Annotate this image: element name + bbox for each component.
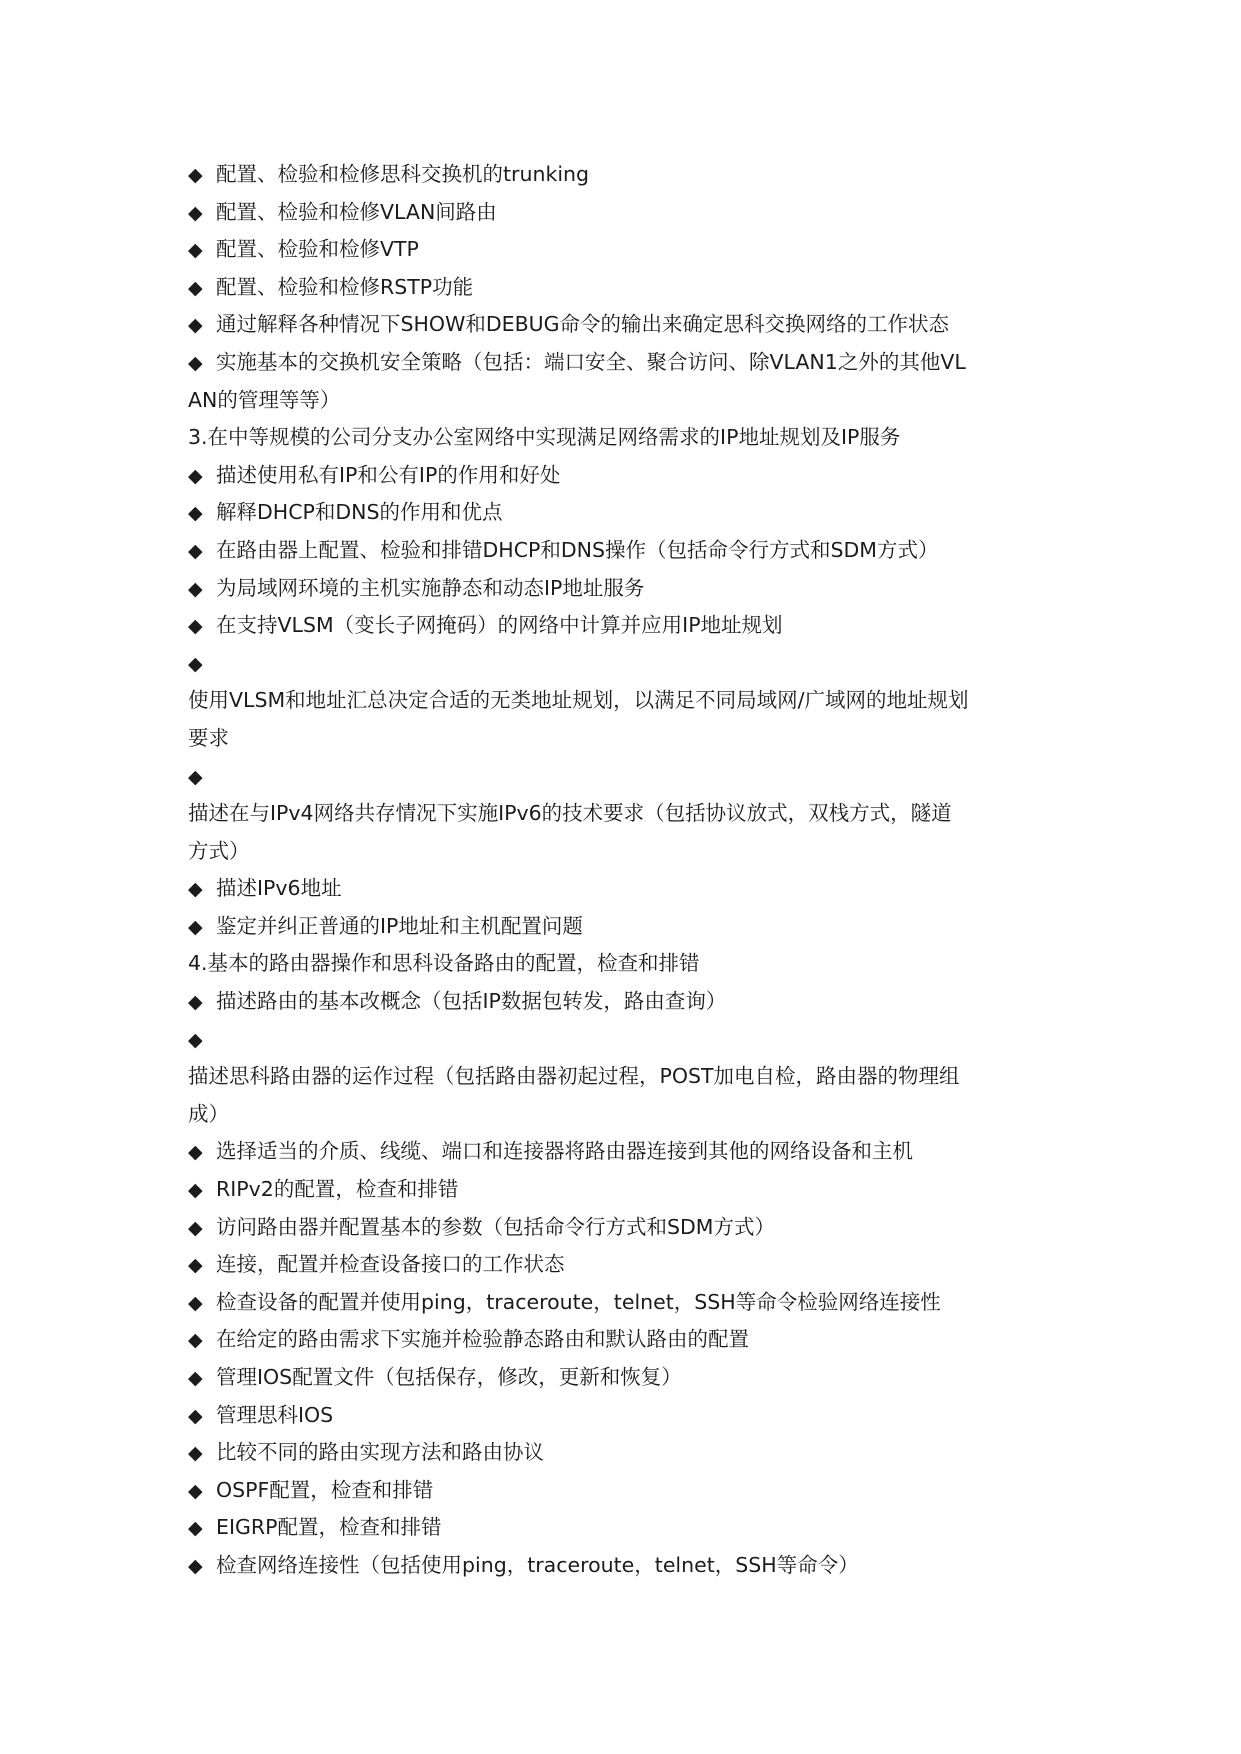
text-line xyxy=(188,720,1058,758)
diamond-bullet-icon: ◆ xyxy=(188,1554,203,1577)
diamond-bullet-icon: ◆ xyxy=(188,164,203,186)
text-line xyxy=(188,945,1058,983)
bullet-item xyxy=(188,344,1058,382)
bullet-item xyxy=(188,645,1058,683)
bullet-item xyxy=(188,532,1058,570)
text-line xyxy=(188,833,1058,871)
diamond-bullet-icon: ◆ xyxy=(188,1367,203,1389)
bullet-item xyxy=(188,194,1058,232)
diamond-bullet-icon: ◆ xyxy=(188,239,203,262)
diamond-bullet-icon: ◆ xyxy=(188,1442,203,1465)
diamond-bullet-icon: ◆ xyxy=(188,1028,203,1051)
bullet-item xyxy=(188,1246,1058,1284)
bullet-item xyxy=(188,1133,1058,1171)
bullet-item xyxy=(188,570,1058,608)
document-body xyxy=(188,156,1058,1585)
diamond-bullet-icon: ◆ xyxy=(188,201,203,224)
diamond-bullet-icon: ◆ xyxy=(188,1216,203,1239)
line-text: 鉴定并纠正普通的IP地址和主机配置问题 xyxy=(216,913,583,938)
diamond-bullet-icon: ◆ xyxy=(188,1179,203,1202)
diamond-bullet-icon: ◆ xyxy=(188,351,203,374)
bullet-item xyxy=(188,870,1058,908)
bullet-item xyxy=(188,306,1058,344)
line-text: 方式） xyxy=(188,838,250,863)
diamond-bullet-icon: ◆ xyxy=(188,1517,203,1540)
diamond-bullet-icon: ◆ xyxy=(188,1329,203,1352)
diamond-bullet-icon: ◆ xyxy=(188,577,203,600)
line-text: 在支持VLSM（变长子网掩码）的网络中计算并应用IP地址规划 xyxy=(216,613,783,638)
bullet-item xyxy=(188,1209,1058,1247)
line-text: 描述思科路由器的运作过程（包括路由器初起过程，POST加电自检，路由器的物理组 xyxy=(188,1064,960,1089)
bullet-item xyxy=(188,983,1058,1021)
line-text: 4.基本的路由器操作和思科设备路由的配置，检查和排错 xyxy=(188,951,700,976)
text-line xyxy=(188,682,1058,720)
bullet-item xyxy=(188,269,1058,307)
bullet-item xyxy=(188,607,1058,645)
bullet-item xyxy=(188,1359,1058,1397)
line-text: 配置、检验和检修RSTP功能 xyxy=(216,274,474,299)
bullet-item xyxy=(188,1434,1058,1472)
diamond-bullet-icon: ◆ xyxy=(188,1404,203,1427)
text-line xyxy=(188,419,1058,457)
diamond-bullet-icon: ◆ xyxy=(188,1479,203,1502)
bullet-item xyxy=(188,758,1058,796)
line-text: 管理IOS配置文件（包括保存，修改，更新和恢复） xyxy=(216,1365,682,1389)
diamond-bullet-icon: ◆ xyxy=(188,464,203,487)
text-line xyxy=(188,1058,1058,1096)
line-text: 成） xyxy=(188,1101,229,1126)
text-line xyxy=(188,382,1058,420)
bullet-item xyxy=(188,1171,1058,1209)
line-text: OSPF配置，检查和排错 xyxy=(216,1477,434,1502)
line-text: EIGRP配置，检查和排错 xyxy=(216,1515,442,1540)
diamond-bullet-icon: ◆ xyxy=(188,539,203,562)
diamond-bullet-icon: ◆ xyxy=(188,991,203,1014)
line-text: 选择适当的介质、线缆、端口和连接器将路由器连接到其他的网络设备和主机 xyxy=(216,1139,913,1164)
text-line xyxy=(188,795,1058,833)
line-text: 描述IPv6地址 xyxy=(216,876,342,901)
line-text: 配置、检验和检修思科交换机的trunking xyxy=(216,162,590,186)
bullet-item xyxy=(188,156,1058,194)
line-text: 管理思科IOS xyxy=(216,1402,334,1427)
bullet-item xyxy=(188,908,1058,946)
line-text: 通过解释各种情况下SHOW和DEBUG命令的输出来确定思科交换网络的工作状态 xyxy=(216,312,950,337)
diamond-bullet-icon: ◆ xyxy=(188,878,203,901)
diamond-bullet-icon: ◆ xyxy=(188,652,203,675)
bullet-item xyxy=(188,457,1058,495)
bullet-item xyxy=(188,231,1058,269)
line-text: 访问路由器并配置基本的参数（包括命令行方式和SDM方式） xyxy=(216,1214,775,1239)
line-text: 3.在中等规模的公司分支办公室网络中实现满足网络需求的IP地址规划及IP服务 xyxy=(188,425,901,450)
line-text: 配置、检验和检修VLAN间路由 xyxy=(216,199,497,224)
line-text: 配置、检验和检修VTP xyxy=(216,237,419,262)
diamond-bullet-icon: ◆ xyxy=(188,1141,203,1164)
bullet-item xyxy=(188,1021,1058,1059)
bullet-item xyxy=(188,1321,1058,1359)
bullet-item xyxy=(188,1472,1058,1510)
bullet-item xyxy=(188,1547,1058,1585)
bullet-item xyxy=(188,1284,1058,1322)
line-text: 在路由器上配置、检验和排错DHCP和DNS操作（包括命令行方式和SDM方式） xyxy=(216,537,939,562)
line-text: 实施基本的交换机安全策略（包括：端口安全、聚合访问、除VLAN1之外的其他VL xyxy=(216,349,966,374)
line-text: 描述使用私有IP和公有IP的作用和好处 xyxy=(216,462,561,487)
bullet-item xyxy=(188,1509,1058,1547)
line-text: AN的管理等等） xyxy=(188,387,341,412)
line-text: 在给定的路由需求下实施并检验静态路由和默认路由的配置 xyxy=(216,1327,749,1352)
line-text: 检查设备的配置并使用ping，traceroute，telnet，SSH等命令检验网络连接性 xyxy=(216,1289,941,1314)
line-text: 检查网络连接性（包括使用ping，traceroute，telnet，SSH等命令） xyxy=(216,1552,859,1577)
line-text: 描述在与IPv4网络共存情况下实施IPv6的技术要求（包括协议放式，双栈方式，隧道 xyxy=(188,801,952,826)
diamond-bullet-icon: ◆ xyxy=(188,615,203,638)
line-text: 为局域网环境的主机实施静态和动态IP地址服务 xyxy=(216,575,645,600)
bullet-item xyxy=(188,494,1058,532)
line-text: RIPv2的配置，检查和排错 xyxy=(216,1177,459,1202)
line-text: 要求 xyxy=(188,725,229,750)
diamond-bullet-icon: ◆ xyxy=(188,765,203,788)
line-text: 比较不同的路由实现方法和路由协议 xyxy=(216,1440,544,1465)
diamond-bullet-icon: ◆ xyxy=(188,276,203,299)
diamond-bullet-icon: ◆ xyxy=(188,314,203,337)
diamond-bullet-icon: ◆ xyxy=(188,1254,203,1277)
line-text: 描述路由的基本改概念（包括IP数据包转发，路由查询） xyxy=(216,989,727,1014)
line-text: 使用VLSM和地址汇总决定合适的无类地址规划，以满足不同局域网/广域网的地址规划 xyxy=(188,688,969,713)
line-text: 解释DHCP和DNS的作用和优点 xyxy=(216,500,503,525)
diamond-bullet-icon: ◆ xyxy=(188,915,203,938)
text-line xyxy=(188,1096,1058,1134)
diamond-bullet-icon: ◆ xyxy=(188,502,203,525)
bullet-item xyxy=(188,1397,1058,1435)
diamond-bullet-icon: ◆ xyxy=(188,1291,203,1314)
line-text: 连接，配置并检查设备接口的工作状态 xyxy=(216,1252,565,1277)
